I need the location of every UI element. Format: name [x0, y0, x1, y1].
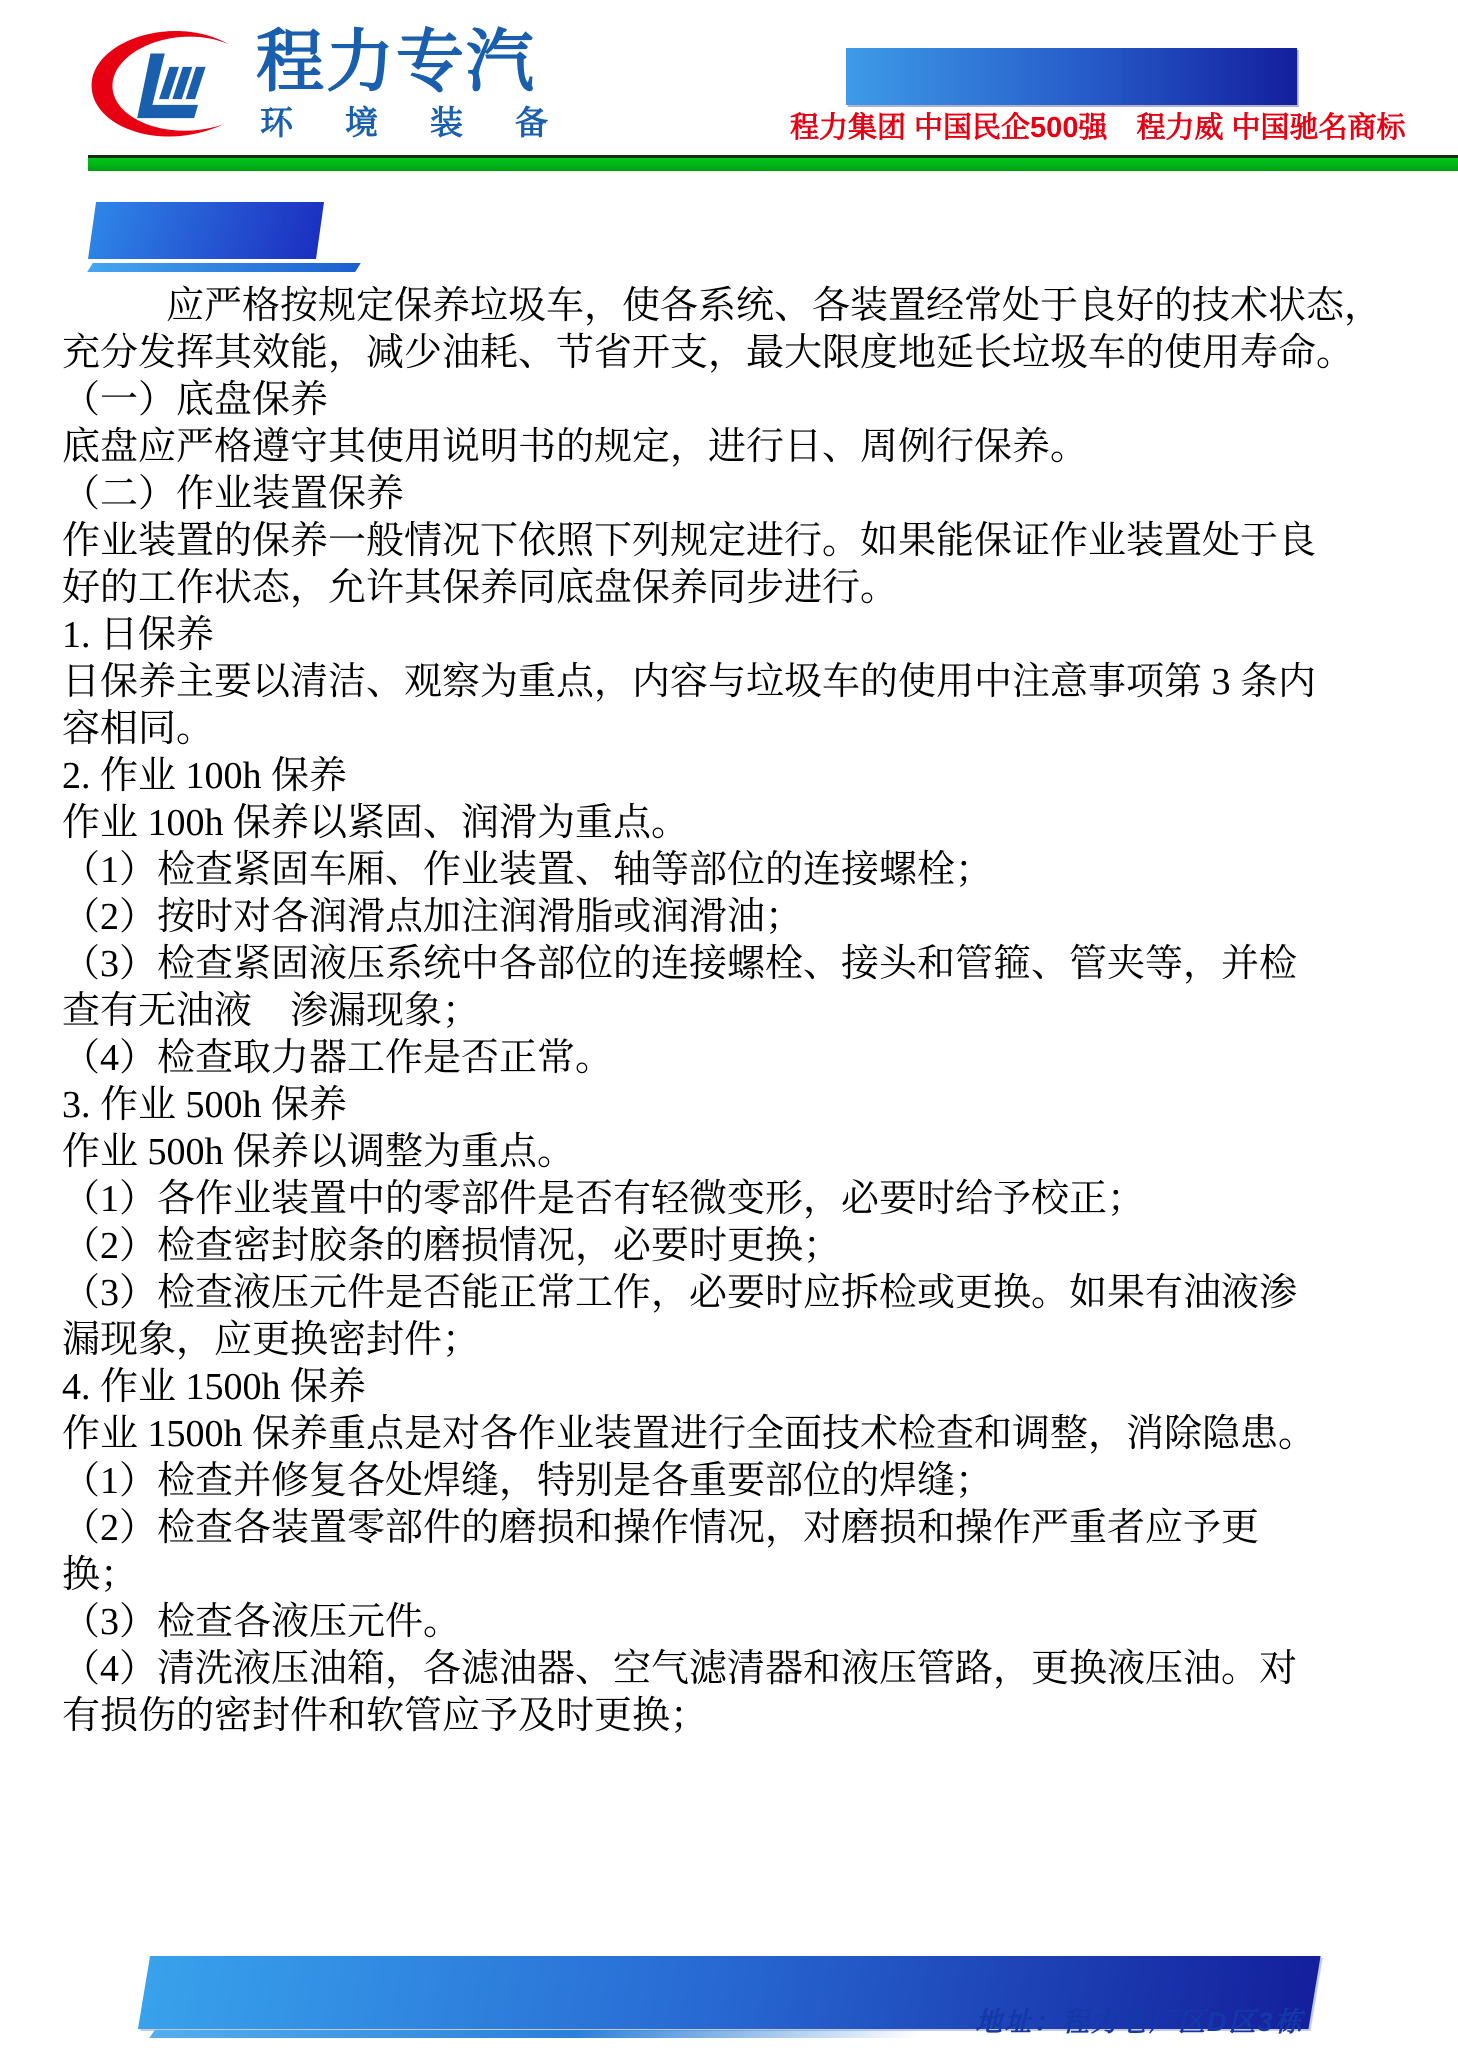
body-line: 换；	[62, 1554, 139, 1596]
body-line: 3. 作业 500h 保养	[62, 1084, 348, 1126]
body-line: 充分发挥其效能，减少油耗、节省开支，最大限度地延长垃圾车的使用寿命。	[62, 332, 1355, 374]
body-line: 应严格按规定保养垃圾车，使各系统、各装置经常处于良好的技术状态，	[166, 285, 1383, 327]
body-line: （1）各作业装置中的零部件是否有轻微变形，必要时给予校正；	[62, 1178, 1146, 1220]
body-line: （1）检查紧固车厢、作业装置、轴等部位的连接螺栓；	[62, 849, 994, 891]
body-line: （2）按时对各润滑点加注润滑脂或润滑油；	[62, 896, 804, 938]
body-text	[62, 283, 1407, 1740]
body-line: 日保养主要以清洁、观察为重点，内容与垃圾车的使用中注意事项第 3 条内	[62, 661, 1317, 703]
page-title	[88, 202, 324, 259]
body-line: （二）作业装置保养	[62, 473, 405, 515]
green-divider	[88, 155, 1458, 171]
body-line: 作业装置的保养一般情况下依照下列规定进行。如果能保证作业装置处于良	[62, 520, 1317, 562]
footer-swoosh-line	[149, 2030, 923, 2038]
brand-name: 程力专汽	[256, 24, 537, 100]
body-line: 查有无油液 渗漏现象；	[62, 990, 481, 1032]
body-line: （3）检查液压元件是否能正常工作，必要时应拆检或更换。如果有油液渗	[62, 1272, 1298, 1314]
body-line: 2. 作业 100h 保养	[62, 755, 348, 797]
body-line: （一）底盘保养	[62, 379, 329, 421]
body-line: 好的工作状态，允许其保养同底盘保养同步进行。	[62, 567, 899, 609]
body-line: 作业 1500h 保养重点是对各作业装置进行全面技术检查和调整，消除隐患。	[62, 1413, 1317, 1455]
body-line: （3）检查各液压元件。	[62, 1601, 462, 1643]
brand-subtitle: 环境装备	[260, 104, 600, 141]
body-line: （1）检查并修复各处焊缝，特别是各重要部位的焊缝；	[62, 1460, 994, 1502]
header-slogan	[846, 48, 1297, 105]
body-line: （4）清洗液压油箱，各滤油器、空气滤清器和液压管路，更换液压油。对	[62, 1648, 1298, 1690]
body-line: 有损伤的密封件和软管应予及时更换；	[62, 1695, 709, 1737]
chengli-logo-icon	[84, 24, 236, 142]
body-line: （4）检查取力器工作是否正常。	[62, 1037, 614, 1079]
body-line: 作业 500h 保养以调整为重点。	[62, 1131, 576, 1173]
body-line: （2）检查各装置零部件的磨损和操作情况，对磨损和操作严重者应予更	[62, 1507, 1260, 1549]
footer-address: 地址：程力老厂区D区3栋	[975, 2007, 1304, 2037]
body-line: （2）检查密封胶条的磨损情况，必要时更换；	[62, 1225, 842, 1267]
header-subtitle: 程力集团 中国民企500强 程力威 中国驰名商标	[790, 112, 1406, 144]
body-line: 容相同。	[62, 708, 215, 750]
body-line: 作业 100h 保养以紧固、润滑为重点。	[62, 802, 690, 844]
body-line: 4. 作业 1500h 保养	[62, 1366, 367, 1408]
body-line: 漏现象，应更换密封件；	[62, 1319, 481, 1361]
body-line: 1. 日保养	[62, 614, 215, 656]
body-line: （3）检查紧固液压系统中各部位的连接螺栓、接头和管箍、管夹等，并检	[62, 943, 1298, 985]
body-line: 底盘应严格遵守其使用说明书的规定，进行日、周例行保养。	[62, 426, 1089, 468]
title-underline-swoosh	[87, 263, 361, 272]
